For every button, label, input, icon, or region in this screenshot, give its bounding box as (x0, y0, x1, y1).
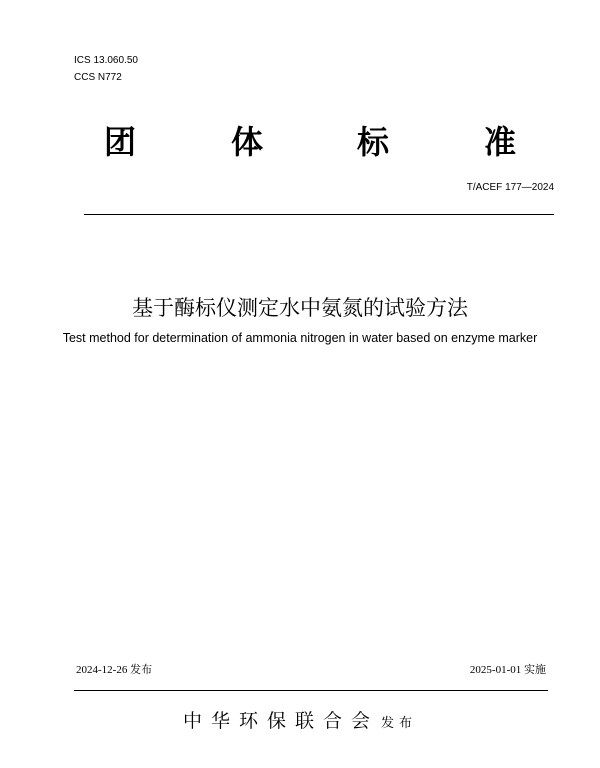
title-chinese: 基于酶标仪测定水中氨氮的试验方法 (132, 296, 468, 320)
header-divider (84, 214, 554, 215)
standard-number: T/ACEF 177—2024 (466, 182, 554, 193)
ics-code: ICS 13.060.50 (74, 55, 138, 66)
standard-type-char: 准 (484, 123, 517, 161)
ccs-code: CCS N772 (74, 72, 122, 83)
issuer-line (0, 706, 600, 733)
standard-type-char: 体 (231, 123, 264, 161)
standard-type-char: 标 (357, 123, 390, 161)
issuing-organization: 中华环保联合会 (182, 710, 379, 732)
footer-divider (74, 690, 548, 691)
title-english: Test method for determination of ammonia nitrogen in water based on enzyme marker (62, 331, 538, 345)
standard-type-heading (0, 118, 600, 166)
standard-type-char: 团 (104, 123, 137, 161)
issue-verb: 发布 (381, 716, 418, 731)
classification-codes (74, 52, 138, 86)
issue-date: 2024-12-26 发布 (76, 664, 153, 676)
implementation-date: 2025-01-01 实施 (469, 664, 546, 676)
